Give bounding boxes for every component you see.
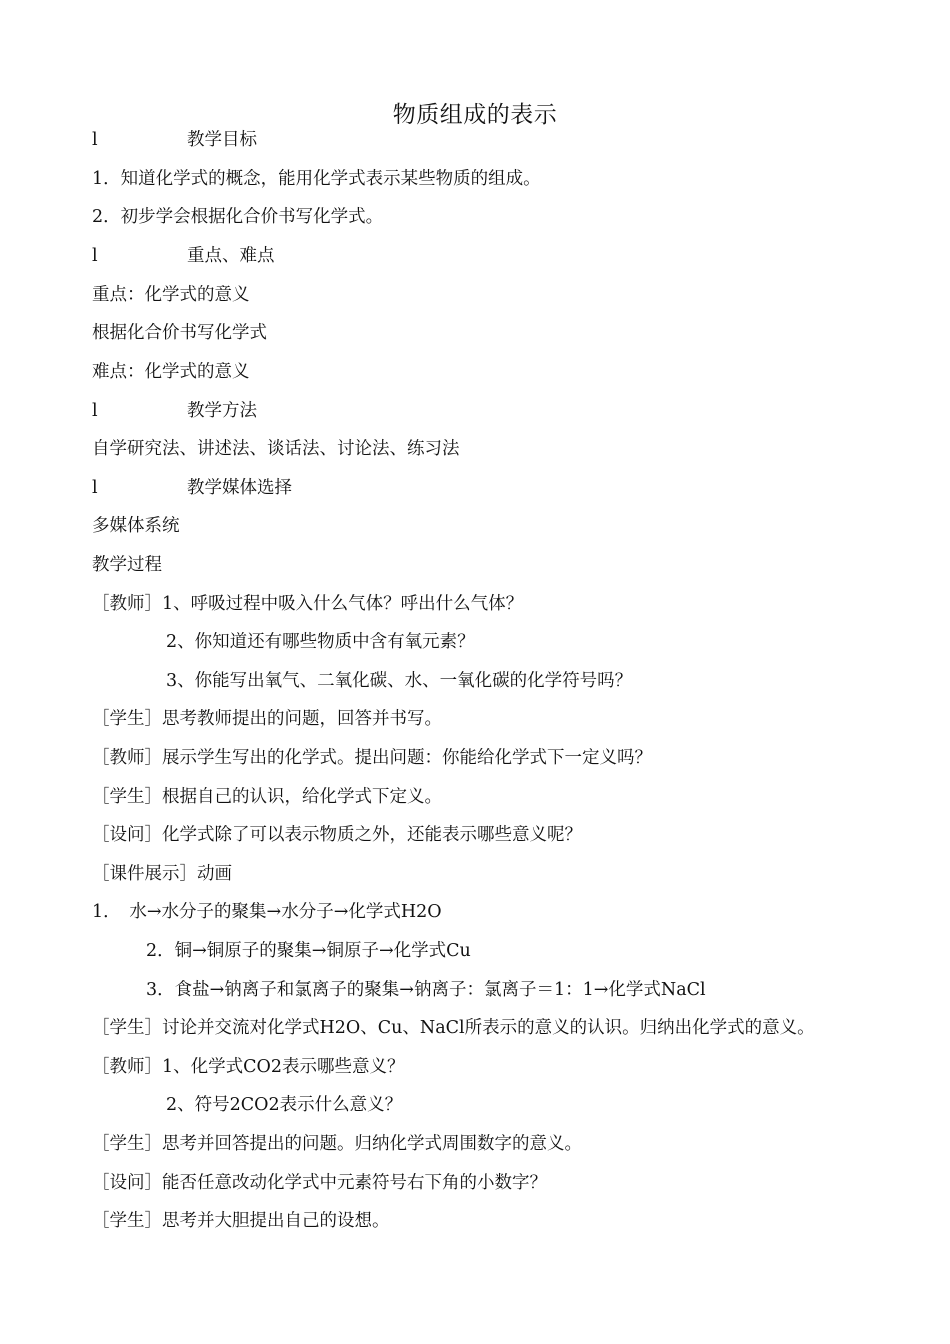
objective-2: 2．初步学会根据化合价书写化学式。 [92, 207, 384, 227]
media-text: 多媒体系统 [92, 516, 180, 536]
question-line: ［设问］能否任意改动化学式中元素符号右下角的小数字？ [92, 1173, 547, 1193]
courseware-line: ［课件展示］动画 [92, 864, 232, 884]
question-line: ［设问］化学式除了可以表示物质之外，还能表示哪些意义呢？ [92, 825, 582, 845]
animation-item: 3．食盐→钠离子和氯离子的聚集→钠离子：氯离子＝1：1→化学式NaCl [146, 980, 706, 1000]
bullet: l [92, 401, 98, 421]
difficult-point: 难点：化学式的意义 [92, 362, 250, 382]
section-methods [92, 399, 257, 423]
bullet: l [92, 478, 98, 498]
teacher-line: ［教师］1、呼吸过程中吸入什么气体？呼出什么气体？ [92, 594, 524, 614]
teacher-line: ［教师］1、化学式CO2表示哪些意义？ [92, 1057, 405, 1077]
key-point: 重点：化学式的意义 [92, 285, 250, 305]
teacher-line: 2、符号2CO2表示什么意义？ [166, 1095, 403, 1115]
teacher-line: ［教师］展示学生写出的化学式。提出问题：你能给化学式下一定义吗？ [92, 748, 652, 768]
teacher-line: 3、你能写出氧气、二氧化碳、水、一氧化碳的化学符号吗？ [166, 671, 633, 691]
teacher-line: 2、你知道还有哪些物质中含有氧元素？ [166, 632, 475, 652]
objective-1: 1．知道化学式的概念，能用化学式表示某些物质的组成。 [92, 169, 541, 189]
animation-item: 1． 水→水分子的聚集→水分子→化学式H2O [92, 902, 442, 922]
animation-item: 2．铜→铜原子的聚集→铜原子→化学式Cu [146, 941, 471, 961]
bullet: l [92, 130, 98, 150]
bullet: l [92, 246, 98, 266]
section-key-points [92, 244, 275, 268]
student-line: ［学生］根据自己的认识，给化学式下定义。 [92, 787, 442, 807]
section-heading: 教学媒体选择 [187, 478, 292, 498]
section-heading: 教学目标 [187, 130, 257, 150]
process-heading: 教学过程 [92, 555, 162, 575]
key-point-2: 根据化合价书写化学式 [92, 323, 267, 343]
section-heading: 重点、难点 [187, 246, 275, 266]
student-line: ［学生］讨论并交流对化学式H2O、Cu、NaCl所表示的意义的认识。归纳出化学式的意义。 [92, 1018, 815, 1038]
section-heading: 教学方法 [187, 401, 257, 421]
student-line: ［学生］思考并回答提出的问题。归纳化学式周围数字的意义。 [92, 1134, 582, 1154]
methods-text: 自学研究法、讲述法、谈话法、讨论法、练习法 [92, 439, 460, 459]
page-title: 物质组成的表示 [392, 102, 558, 128]
student-line: ［学生］思考教师提出的问题，回答并书写。 [92, 709, 442, 729]
student-line: ［学生］思考并大胆提出自己的设想。 [92, 1211, 390, 1231]
section-media [92, 476, 292, 500]
section-objectives [92, 128, 257, 152]
